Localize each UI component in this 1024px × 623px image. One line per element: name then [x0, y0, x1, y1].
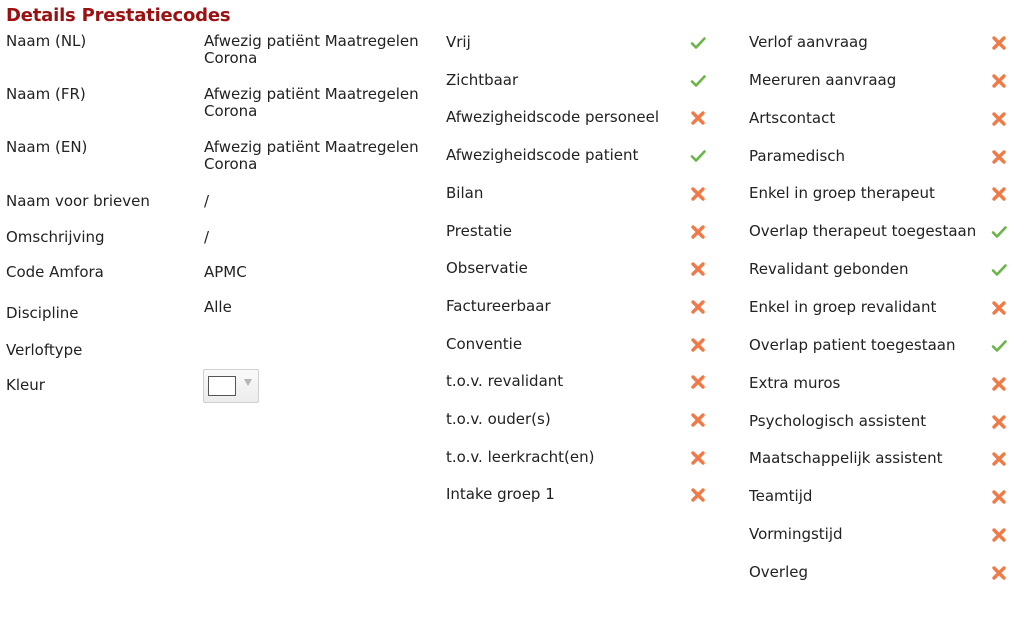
- flag-label: Conventie: [446, 335, 523, 353]
- detail-value-discipline: Alle: [204, 298, 232, 316]
- cross-icon: [990, 375, 1008, 393]
- flag-label: Overlap patient toegestaan: [749, 336, 956, 354]
- checkmark-icon: [990, 337, 1008, 355]
- dropdown-arrow-icon: [244, 379, 252, 386]
- checkmark-icon: [689, 34, 707, 52]
- cross-icon: [990, 526, 1008, 544]
- detail-label-naam-en: Naam (EN): [6, 138, 88, 156]
- flag-label: Prestatie: [446, 222, 513, 240]
- page-title: Details Prestatiecodes: [6, 5, 231, 26]
- flag-label: Psychologisch assistent: [749, 412, 927, 430]
- detail-label-verloftype: Verloftype: [6, 341, 83, 359]
- detail-label-kleur: Kleur: [6, 376, 45, 394]
- flag-label: Teamtijd: [749, 487, 813, 505]
- flag-label: Paramedisch: [749, 147, 846, 165]
- cross-icon: [990, 299, 1008, 317]
- flag-label: Verlof aanvraag: [749, 33, 868, 51]
- flag-label: t.o.v. ouder(s): [446, 410, 551, 428]
- flag-label: Afwezigheidscode patient: [446, 146, 639, 164]
- detail-label-naam-fr: Naam (FR): [6, 85, 86, 103]
- cross-icon: [689, 411, 707, 429]
- flag-label: t.o.v. revalidant: [446, 372, 564, 390]
- flag-label: Factureerbaar: [446, 297, 551, 315]
- flag-label: Artscontact: [749, 109, 836, 127]
- checkmark-icon: [990, 223, 1008, 241]
- cross-icon: [689, 185, 707, 203]
- checkmark-icon: [689, 72, 707, 90]
- cross-icon: [990, 488, 1008, 506]
- flag-label: Maatschappelijk assistent: [749, 449, 943, 467]
- flag-label: Vormingstijd: [749, 525, 843, 543]
- cross-icon: [689, 373, 707, 391]
- cross-icon: [990, 564, 1008, 582]
- cross-icon: [689, 486, 707, 504]
- flag-label: Overleg: [749, 563, 808, 581]
- flag-label: Enkel in groep therapeut: [749, 184, 935, 202]
- detail-label-discipline: Discipline: [6, 304, 79, 322]
- flag-label: Observatie: [446, 259, 528, 277]
- detail-label-naam-voor-brieven: Naam voor brieven: [6, 192, 150, 210]
- detail-value-naam-voor-brieven: /: [204, 192, 210, 210]
- checkmark-icon: [689, 147, 707, 165]
- flag-label: Zichtbaar: [446, 71, 519, 89]
- cross-icon: [689, 336, 707, 354]
- flag-label: Vrij: [446, 33, 471, 51]
- flag-label: Intake groep 1: [446, 485, 555, 503]
- color-swatch: [208, 376, 236, 396]
- flag-label: Revalidant gebonden: [749, 260, 909, 278]
- cross-icon: [990, 413, 1008, 431]
- flag-label: Extra muros: [749, 374, 841, 392]
- detail-value-naam-en: Afwezig patiënt Maatregelen Corona: [204, 138, 419, 173]
- flag-label: t.o.v. leerkracht(en): [446, 448, 595, 466]
- cross-icon: [990, 148, 1008, 166]
- flag-label: Overlap therapeut toegestaan: [749, 222, 977, 240]
- flag-label: Meeruren aanvraag: [749, 71, 897, 89]
- cross-icon: [990, 110, 1008, 128]
- cross-icon: [689, 298, 707, 316]
- detail-label-naam-nl: Naam (NL): [6, 32, 87, 50]
- cross-icon: [990, 34, 1008, 52]
- detail-value-omschrijving: /: [204, 228, 210, 246]
- cross-icon: [689, 260, 707, 278]
- checkmark-icon: [990, 261, 1008, 279]
- cross-icon: [689, 449, 707, 467]
- detail-value-naam-nl: Afwezig patiënt Maatregelen Corona: [204, 32, 419, 67]
- cross-icon: [689, 109, 707, 127]
- detail-value-naam-fr: Afwezig patiënt Maatregelen Corona: [204, 85, 419, 120]
- cross-icon: [689, 223, 707, 241]
- flag-label: Afwezigheidscode personeel: [446, 108, 660, 126]
- detail-value-code-amfora: APMC: [204, 263, 247, 281]
- flag-label: Bilan: [446, 184, 484, 202]
- cross-icon: [990, 450, 1008, 468]
- detail-label-code-amfora: Code Amfora: [6, 263, 104, 281]
- cross-icon: [990, 185, 1008, 203]
- flag-label: Enkel in groep revalidant: [749, 298, 937, 316]
- detail-label-omschrijving: Omschrijving: [6, 228, 105, 246]
- cross-icon: [990, 72, 1008, 90]
- color-select[interactable]: [203, 369, 259, 403]
